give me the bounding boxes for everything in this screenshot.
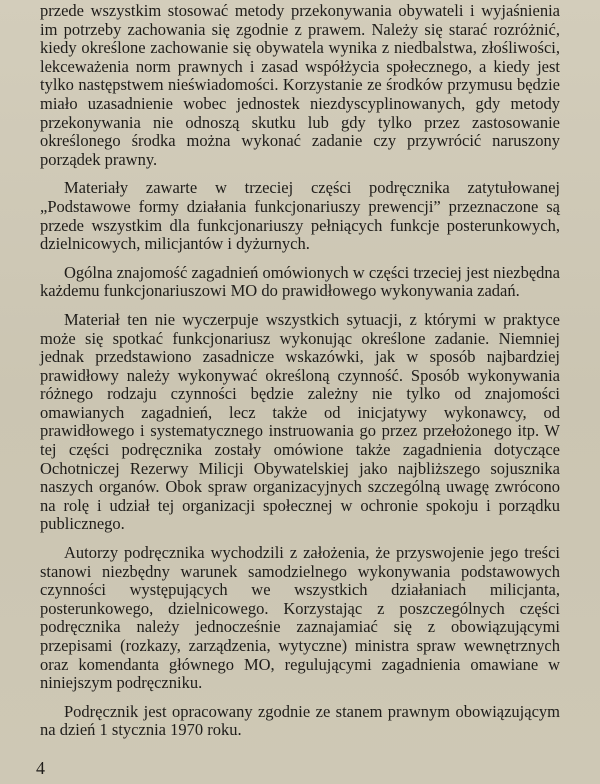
paragraph-3: Ogólna znajomość zagadnień omówionych w części trzeciej jest niezbędna każdemu funkcjonariuszowi MO do prawidłowego wykonywania zadań.	[40, 262, 560, 301]
paragraph-1: przede wszystkim stosować metody przekonywania obywateli i wyjaśnienia im potrzeby zachowania się zgodnie z prawem. Należy się starać rozróżnić, kiedy określone zachowanie się obywatela wynika z niedbalstwa, złośliwości, lekceważenia norm prawnych i zasad współżycia społecznego, a kiedy jest tylko następstwem nieświadomości. Korzystanie ze środków przymusu będzie miało uzasadnienie wobec jednostek niezdyscyplinowanych, gdy metody przekonywania nie odnoszą skutku lub gdy tylko przez zastosowanie określonego środka można wykonać zadanie czy przywrócić naruszony porządek prawny.	[40, 1, 560, 169]
paragraph-5: Autorzy podręcznika wychodzili z założenia, że przyswojenie jego treści stanowi niezbędny warunek samodzielnego wykonywania podstawowych czynności występujących we wszystkich działaniach milicjanta, posterunkowego, dzielnicowego. Korzystając z poszczególnych części podręcznika należy jednocześnie zaznajamiać się z obowiązującymi przepisami (rozkazy, zarządzenia, wytyczne) ministra spraw wewnętrznych oraz komendanta głównego MO, regulującymi zagadnienia omawiane w niniejszym podręczniku.	[40, 543, 560, 693]
body-text	[40, 2, 560, 750]
page-number: 4	[36, 758, 45, 778]
paragraph-2: Materiały zawarte w trzeciej części podręcznika zatytułowanej „Podstawowe formy działania funkcjonariuszy prewencji” przeznaczone są przede wszystkim dla funkcjonariuszy pełniących funkcje posterunkowych, dzielnicowych, milicjantów i dyżurnych.	[40, 178, 560, 254]
paragraph-6: Podręcznik jest opracowany zgodnie ze stanem prawnym obowiązującym na dzień 1 stycznia 1970 roku.	[40, 701, 560, 740]
paragraph-4: Materiał ten nie wyczerpuje wszystkich sytuacji, z którymi w praktyce może się spotkać funkcjonariusz wykonując określone zadanie. Niemniej jednak przedstawiono zasadnicze wskazówki, jak w sposób najbardziej prawidłowy należy wykonywać określoną czynność. Sposób wykonywania różnego rodzaju czynności będzie zależny nie tylko od znajomości omawianych zagadnień, lecz także od inicjatywy wykonawcy, od prawidłowego i systematycznego instruowania go przez przełożonego itp. W tej części podręcznika zostały omówione także zagadnienia dotyczące Ochotniczej Rezerwy Milicji Obywatelskiej jako najbliższego sojusznika naszych organów. Obok spraw organizacyjnych szczególną uwagę zwrócono na rolę i udział tej organizacji społecznej w ochronie spokoju i porządku publicznego.	[40, 309, 560, 534]
